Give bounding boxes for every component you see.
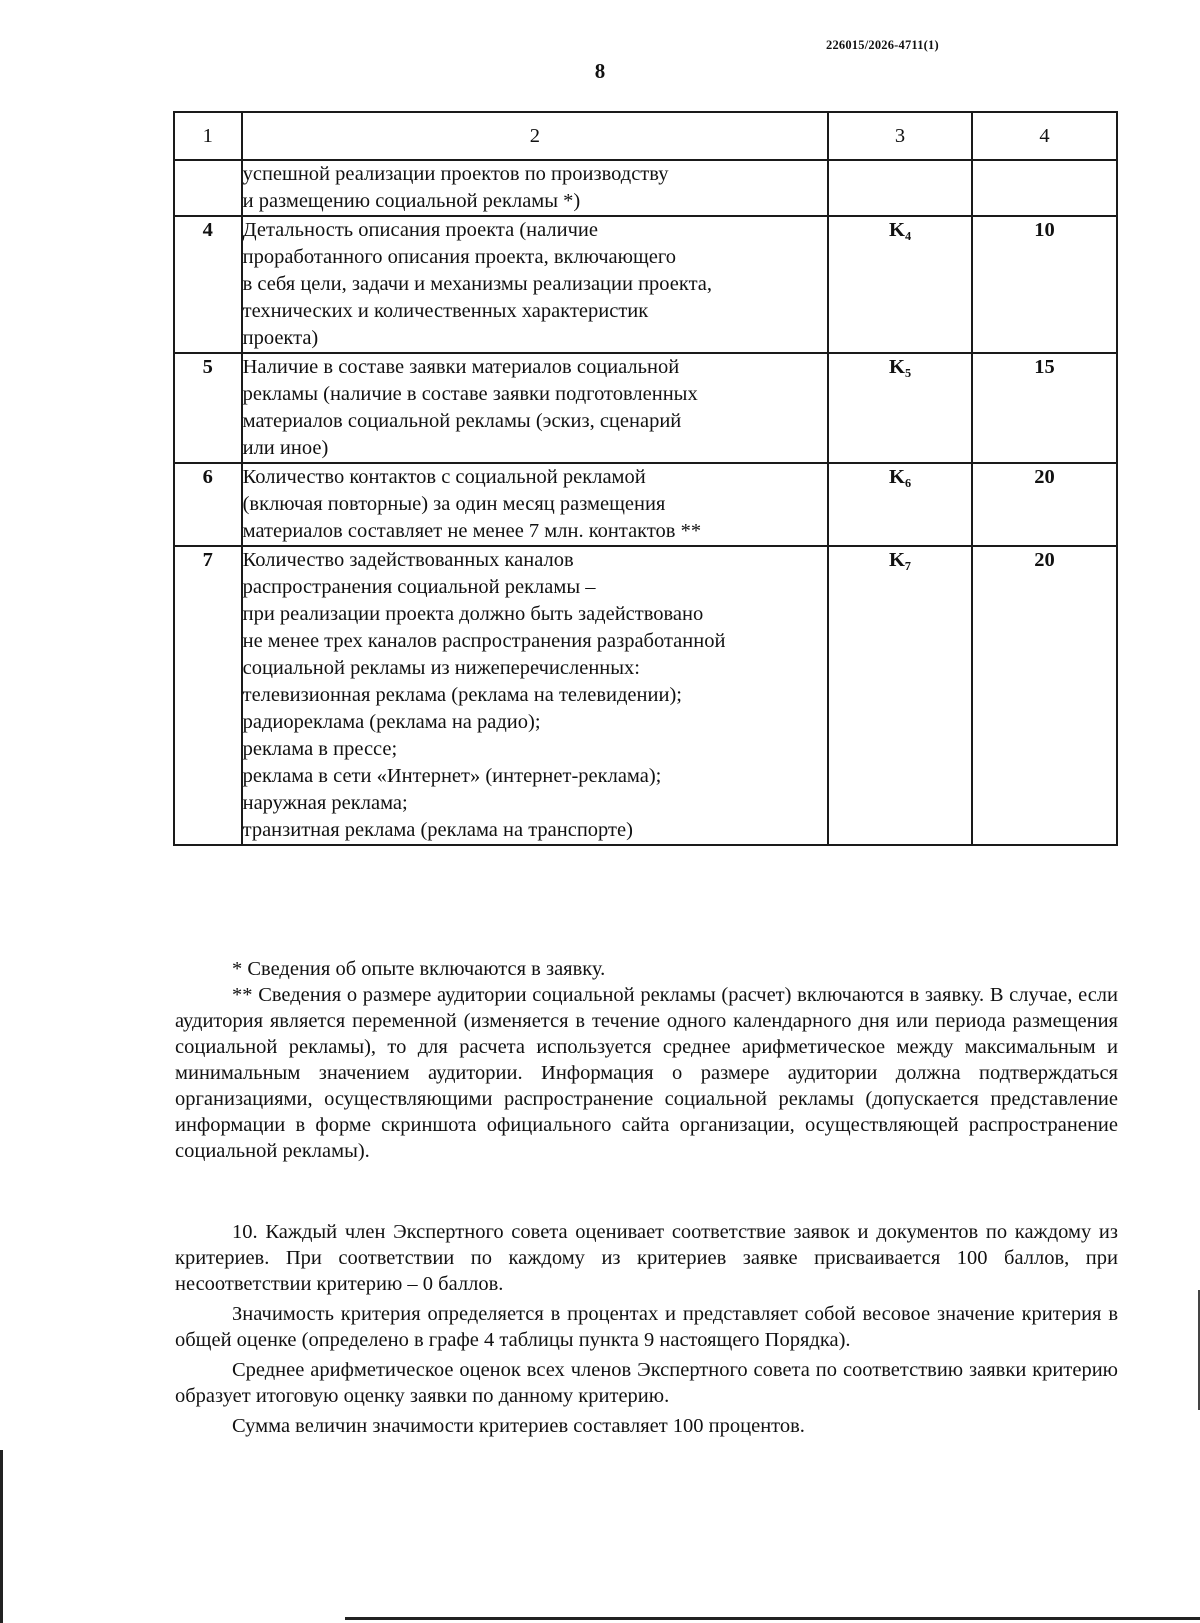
criterion-code: K₅ <box>828 353 972 463</box>
criterion-text-line: распространения социальной рекламы – <box>242 576 596 598</box>
criterion-text-line: социальной рекламы из нижеперечисленных: <box>242 657 640 679</box>
table-row <box>174 216 1117 353</box>
criterion-text-line: реклама в сети «Интернет» (интернет-реклама); <box>242 765 662 787</box>
criterion-text-line: технических и количественных характеристик <box>242 300 649 322</box>
evaluation-paragraphs <box>175 1219 1118 1443</box>
footnote-audience: ** Сведения о размере аудитории социальной рекламы (расчет) включаются в заявку. В случае, если аудитория является переменной (изменяется в течение одного календарного дня или периода размещения социальной рекламы), то для расчета используется среднее арифметическое между максимальным и минимальным значением аудитории. Информация о размере аудитории должна подтверждаться организациями, осуществляющими распространение социальной рекламы (допускается представление информации в форме скриншота официального сайта организации, осуществляющей распространение социальной рекламы). <box>175 984 1118 1162</box>
criterion-text-line: при реализации проекта должно быть задействовано <box>242 603 704 625</box>
table-row <box>174 463 1117 546</box>
table-row <box>174 160 1117 216</box>
criterion-weight: 15 <box>972 353 1117 463</box>
criterion-description <box>242 160 828 216</box>
criterion-weight: 20 <box>972 546 1117 845</box>
column-header-1: 1 <box>174 112 242 160</box>
page-number: 8 <box>594 59 606 83</box>
criterion-text-line: Наличие в составе заявки материалов социальной <box>242 356 680 378</box>
criterion-text-line: Количество задействованных каналов <box>242 549 574 571</box>
row-number <box>174 160 242 216</box>
criteria-table <box>173 111 1118 846</box>
footnote-experience: * Сведения об опыте включаются в заявку. <box>232 958 606 980</box>
criterion-description <box>242 216 828 353</box>
criterion-weight: 10 <box>972 216 1117 353</box>
criterion-code: K₆ <box>828 463 972 546</box>
criterion-text-line: проработанного описания проекта, включающего <box>242 246 676 268</box>
criterion-text-line: Количество контактов с социальной рекламой <box>242 466 646 488</box>
footnotes <box>175 956 1118 1164</box>
document-id: 226015/2026-4711(1) <box>826 38 939 52</box>
table-body <box>174 160 1117 845</box>
criterion-text-line: радиореклама (реклама на радио); <box>242 711 541 733</box>
criterion-description <box>242 463 828 546</box>
criterion-text-line: материалов составляет не менее 7 млн. контактов ** <box>242 520 702 542</box>
row-number: 4 <box>174 216 242 353</box>
criterion-text-line: или иное) <box>242 437 329 459</box>
row-number: 5 <box>174 353 242 463</box>
criterion-code: K₄ <box>828 216 972 353</box>
criterion-text-line: материалов социальной рекламы (эскиз, сценарий <box>242 410 682 432</box>
criterion-text-line: телевизионная реклама (реклама на телевидении); <box>242 684 682 706</box>
criterion-weight <box>972 160 1117 216</box>
paragraph-average: Среднее арифметическое оценок всех членов Экспертного совета по соответствию заявки критерию образует итоговую оценку заявки по данному критерию. <box>175 1359 1118 1407</box>
criterion-code: K₇ <box>828 546 972 845</box>
criterion-text-line: рекламы (наличие в составе заявки подготовленных <box>242 383 698 405</box>
criterion-text-line: Детальность описания проекта (наличие <box>242 219 599 241</box>
criterion-text-line: успешной реализации проектов по производству <box>242 163 669 185</box>
criterion-text-line: и размещению социальной рекламы *) <box>242 190 581 212</box>
criterion-text-line: реклама в прессе; <box>242 738 398 760</box>
criterion-text-line: транзитная реклама (реклама на транспорте) <box>242 819 633 841</box>
column-header-3: 3 <box>828 112 972 160</box>
table-row <box>174 546 1117 845</box>
criterion-description <box>242 546 828 845</box>
criterion-weight: 20 <box>972 463 1117 546</box>
column-header-4: 4 <box>972 112 1117 160</box>
paragraph-10: 10. Каждый член Экспертного совета оценивает соответствие заявок и документов по каждому из критериев. При соответствии по каждому из критериев заявке присваивается 100 баллов, при несоответствии критерию – 0 баллов. <box>175 1221 1118 1295</box>
paragraph-sum: Сумма величин значимости критериев составляет 100 процентов. <box>232 1415 805 1437</box>
criterion-code <box>828 160 972 216</box>
criterion-text-line: (включая повторные) за один месяц размещения <box>242 493 666 515</box>
table-header-row <box>174 112 1117 160</box>
scan-edge-bottom <box>345 1617 1200 1620</box>
criterion-description <box>242 353 828 463</box>
row-number: 6 <box>174 463 242 546</box>
criterion-text-line: не менее трех каналов распространения разработанной <box>242 630 726 652</box>
criterion-text-line: наружная реклама; <box>242 792 408 814</box>
criterion-text-line: в себя цели, задачи и механизмы реализации проекта, <box>242 273 713 295</box>
column-header-2: 2 <box>242 112 828 160</box>
scan-edge-left <box>0 1450 3 1623</box>
row-number: 7 <box>174 546 242 845</box>
criterion-text-line: проекта) <box>242 327 319 349</box>
paragraph-significance: Значимость критерия определяется в процентах и представляет собой весовое значение критерия в общей оценке (определено в графе 4 таблицы пункта 9 настоящего Порядка). <box>175 1303 1118 1351</box>
table-row <box>174 353 1117 463</box>
